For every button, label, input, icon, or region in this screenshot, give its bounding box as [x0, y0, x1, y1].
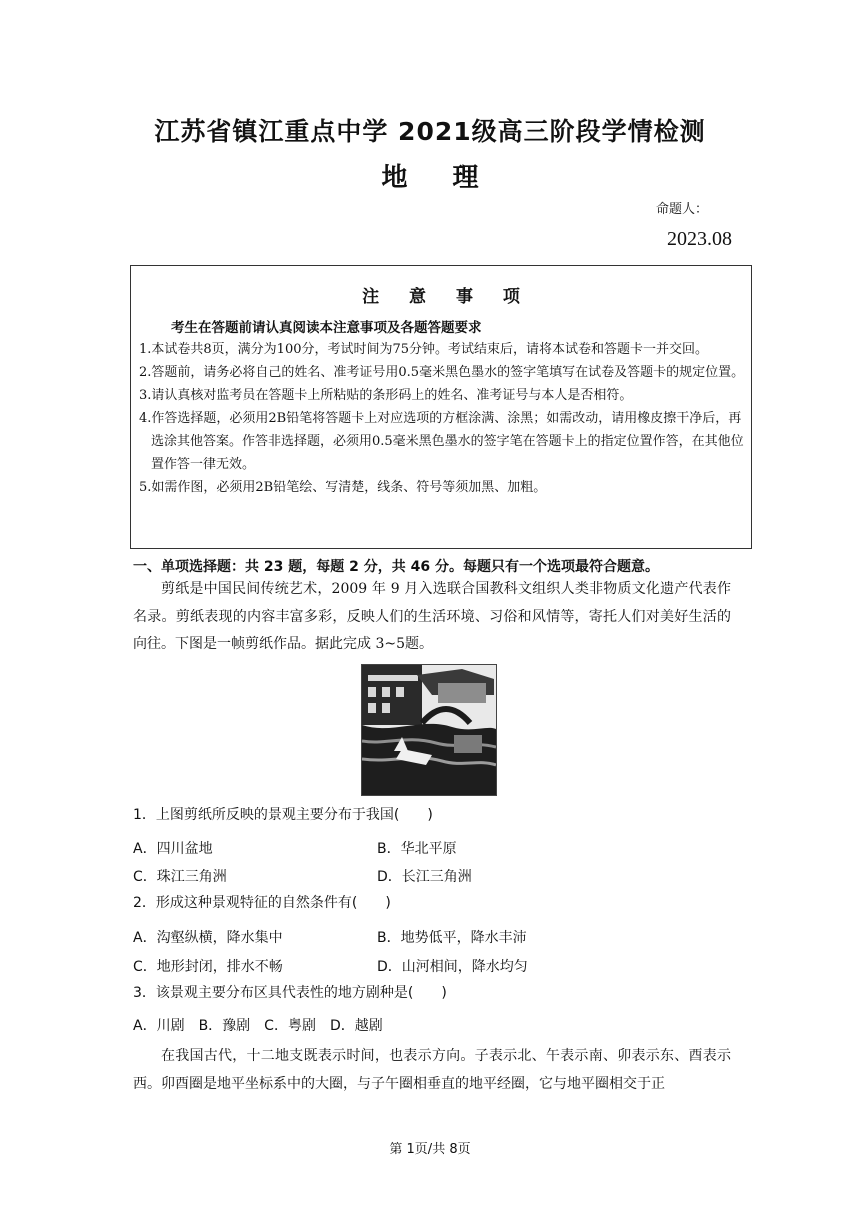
- section-heading: 一、单项选择题：共 23 题，每题 2 分，共 46 分。每题只有一个选项最符合题意。: [133, 559, 659, 575]
- subject-title: 地 理: [381, 163, 497, 193]
- question-2-stem: 2．形成这种景观特征的自然条件有( ): [133, 895, 391, 911]
- notice-item: 3.请认真核对监考员在答题卡上所粘贴的条形码上的姓名、准考证号与本人是否相符。: [139, 388, 633, 403]
- question-1-option-a: A．四川盆地: [133, 841, 213, 857]
- question-1-option-d: D．长江三角洲: [377, 869, 472, 885]
- paper-cutting-image: [361, 664, 497, 796]
- exam-date: 2023.08: [667, 228, 732, 250]
- author-label: 命题人：: [655, 202, 708, 217]
- question-3-stem: 3．该景观主要分布区具代表性的地方剧种是( ): [133, 985, 447, 1001]
- notice-item: 1.本试卷共8页，满分为100分，考试时间为75分钟。考试结束后，请将本试卷和答题卡一并交回。: [139, 342, 709, 357]
- exam-title: 江苏省镇江重点中学 2021级高三阶段学情检测: [154, 117, 706, 146]
- notice-item: 5.如需作图，必须用2B铅笔绘、写清楚，线条、符号等须加黑、加粗。: [139, 480, 547, 495]
- question-2-option-b: B．地势低平，降水丰沛: [377, 930, 527, 946]
- passage-earthly-branches: 在我国古代，十二地支既表示时间，也表示方向。子表示北、午表示南、卯表示东、酉表示西。卯酉圈是地平坐标系中的大圈，与子午圈相垂直的地平经圈，它与地平圈相交于正: [133, 1048, 731, 1092]
- notice-title: 注 意 事 项: [362, 287, 532, 307]
- page-number: 第 1页/共 8页: [389, 1142, 471, 1157]
- question-1-stem: 1．上图剪纸所反映的景观主要分布于我国( ): [133, 807, 433, 823]
- question-1-option-c: C．珠江三角洲: [133, 869, 227, 885]
- notice-item: 4.作答选择题，必须用2B铅笔将答题卡上对应选项的方框涂满、涂黑；如需改动，请用橡皮擦干净后，再选涂其他答案。作答非选择题，必须用0.5毫米黑色墨水的签字笔在答题卡上的指定位置作答，在其他位置作答一律无效。: [139, 411, 744, 472]
- notice-list: [139, 338, 745, 499]
- question-2-option-d: D．山河相间，降水均匀: [377, 959, 528, 975]
- question-2-option-a: A．沟壑纵横，降水集中: [133, 930, 283, 946]
- passage-paper-cutting: 剪纸是中国民间传统艺术，2009 年 9 月入选联合国教科文组织人类非物质文化遗产代表作名录。剪纸表现的内容丰富多彩，反映人们的生活环境、习俗和风情等，寄托人们对美好生活的向往。下图是一帧剪纸作品。据此完成 3~5题。: [133, 581, 731, 652]
- question-2-option-c: C．地形封闭，排水不畅: [133, 959, 283, 975]
- notice-intro: 考生在答题前请认真阅读本注意事项及各题答题要求: [171, 320, 482, 336]
- notice-box: [130, 265, 752, 549]
- notice-item: 2.答题前，请务必将自己的姓名、准考证号用0.5毫米黑色墨水的签字笔填写在试卷及答题卡的规定位置。: [139, 365, 745, 380]
- question-3-options: A．川剧 B．豫剧 C．粤剧 D．越剧: [133, 1018, 383, 1034]
- question-1-option-b: B．华北平原: [377, 841, 457, 857]
